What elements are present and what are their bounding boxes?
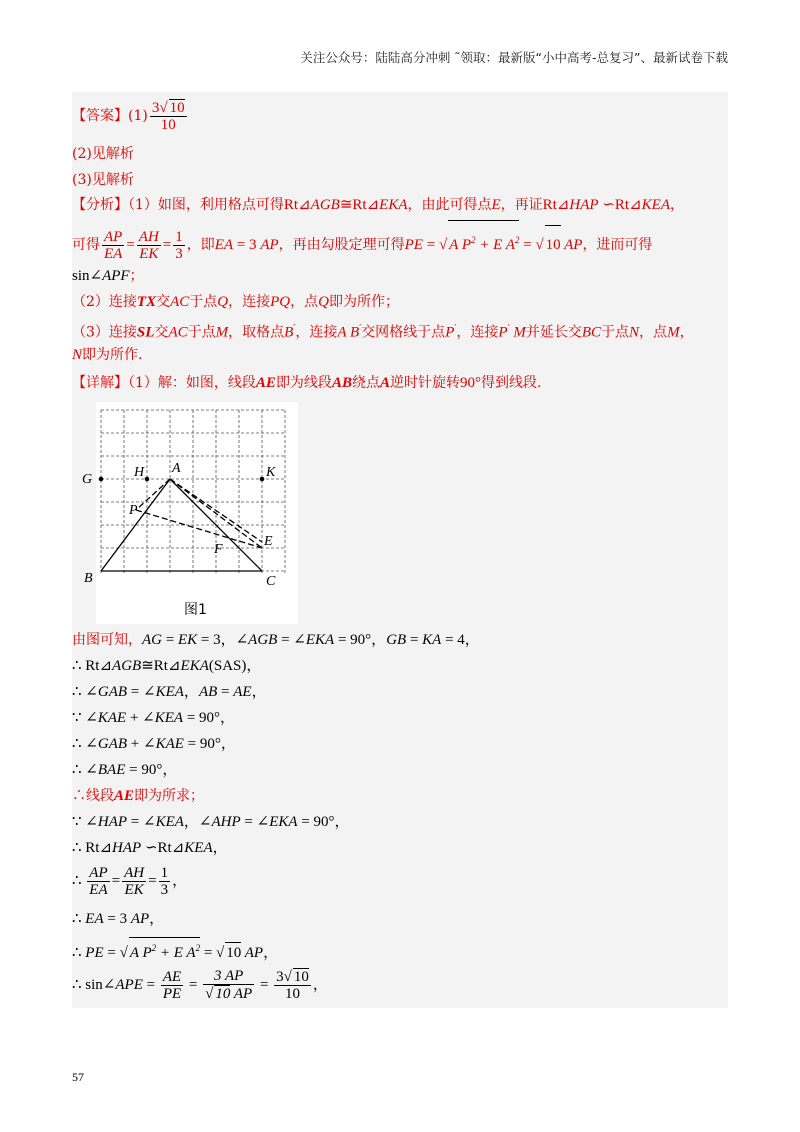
analysis-tag: 【分析】 bbox=[72, 197, 128, 213]
dashed-segments bbox=[136, 479, 262, 548]
detail-line-1: 【详解】（1）解：如图，线段AE即为线段AB绕点A逆时针旋转90°得到线段. bbox=[72, 375, 542, 391]
answer-line-1: 【答案】(1) $\frac{3√ 10}{10}$ bbox=[72, 100, 185, 133]
proof-line-6: ∴ ∠BAE = 90°， bbox=[72, 762, 178, 778]
label-P: P bbox=[129, 503, 138, 518]
proof-line-10: ∴ $\frac{AP}{EA}$ = $\frac{AH}{EK}$ = $\frac{1}{3}$ ， bbox=[72, 864, 188, 898]
proof-line-11: ∴ EA = 3 AP， bbox=[72, 911, 165, 927]
analysis-line-1: 【分析】（1）如图，利用格点可得Rt⊿AGB≅Rt⊿EKA，由此可得点E，再证Rt⊿HAP ∽Rt⊿KEA， bbox=[72, 197, 684, 213]
proof-line-12: ∴ PE = √ A $P^2 + E$ $A^2$ = √ 10 AP， bbox=[72, 937, 728, 963]
proof-line-2: ∴ Rt⊿AGB≅Rt⊿EKA(SAS)， bbox=[72, 658, 262, 674]
proof-line-9: ∴ Rt⊿HAP ∽Rt⊿KEA， bbox=[72, 840, 228, 856]
proof-line-1: 由图可知，AG = EK = 3，∠AGB = ∠EKA = 90°，GB = KA = 4， bbox=[72, 632, 480, 648]
analysis-line-3: sin∠APF； bbox=[72, 268, 144, 284]
label-B: B bbox=[84, 571, 93, 586]
answer-line-2: (2)见解析 bbox=[72, 146, 134, 162]
proof-line-3: ∴ ∠GAB = ∠KEA，AB = AE， bbox=[72, 684, 267, 700]
proof-line-5: ∴ ∠GAB + ∠KAE = 90°， bbox=[72, 736, 236, 752]
answer-fraction: $\frac{3√ 10}{10}$ bbox=[151, 100, 185, 133]
detail-tag: 【详解】 bbox=[72, 375, 128, 391]
geometry-figure bbox=[82, 402, 298, 624]
page-header: 关注公众号：陆陆高分冲刺 ˜领取：最新版“小中高考-总复习”、最新试卷下载 bbox=[300, 50, 728, 65]
answer-tag: 【答案】 bbox=[72, 108, 128, 124]
label-A: A bbox=[172, 461, 181, 476]
proof-line-4: ∵ ∠KAE + ∠KEA = 90°， bbox=[72, 710, 236, 726]
label-E: E bbox=[264, 534, 273, 549]
answer-line-3: (3)见解析 bbox=[72, 172, 134, 188]
proof-line-13: ∴ sin∠APE = $\frac{AE}{PE}$ = $\frac{3 AP}{√ 10 AP}$ = $\frac{3√ 10}{10}$ ， bbox=[72, 968, 328, 1002]
label-F: F bbox=[214, 542, 223, 557]
label-G: G bbox=[82, 472, 93, 487]
label-C: C bbox=[266, 574, 276, 589]
analysis-line-5: （3）连接SL交AC于点M，取格点B′，连接A B′交网格线于点P′，连接P′ M并延长交BC于点N，点M， bbox=[72, 324, 694, 341]
analysis-line-6: N即为所作. bbox=[72, 347, 143, 363]
figure-caption: 图1 bbox=[184, 602, 207, 618]
solution-block bbox=[72, 92, 728, 1008]
proof-line-7: ∴线段AE即为所求； bbox=[72, 788, 205, 804]
label-K: K bbox=[266, 465, 276, 480]
proof-line-8: ∵ ∠HAP = ∠KEA，∠AHP = ∠EKA = 90°， bbox=[72, 814, 350, 830]
grid-lines bbox=[101, 410, 285, 574]
label-H: H bbox=[134, 465, 145, 480]
analysis-line-2: 可得 $\frac{AP}{EA}$ = $\frac{AH}{EK}$ = $\frac{1}{3}$ ，即EA = 3 AP，再由勾股定理可得PE = √ A $P^2 + E$ $A^2$ = √ 10 AP，进而可得 bbox=[72, 220, 728, 264]
analysis-line-4: （2）连接TX交AC于点Q，连接PQ，点Q即为所作； bbox=[72, 294, 399, 310]
grid-diagram bbox=[82, 402, 298, 624]
page-number: 57 bbox=[72, 1070, 84, 1084]
